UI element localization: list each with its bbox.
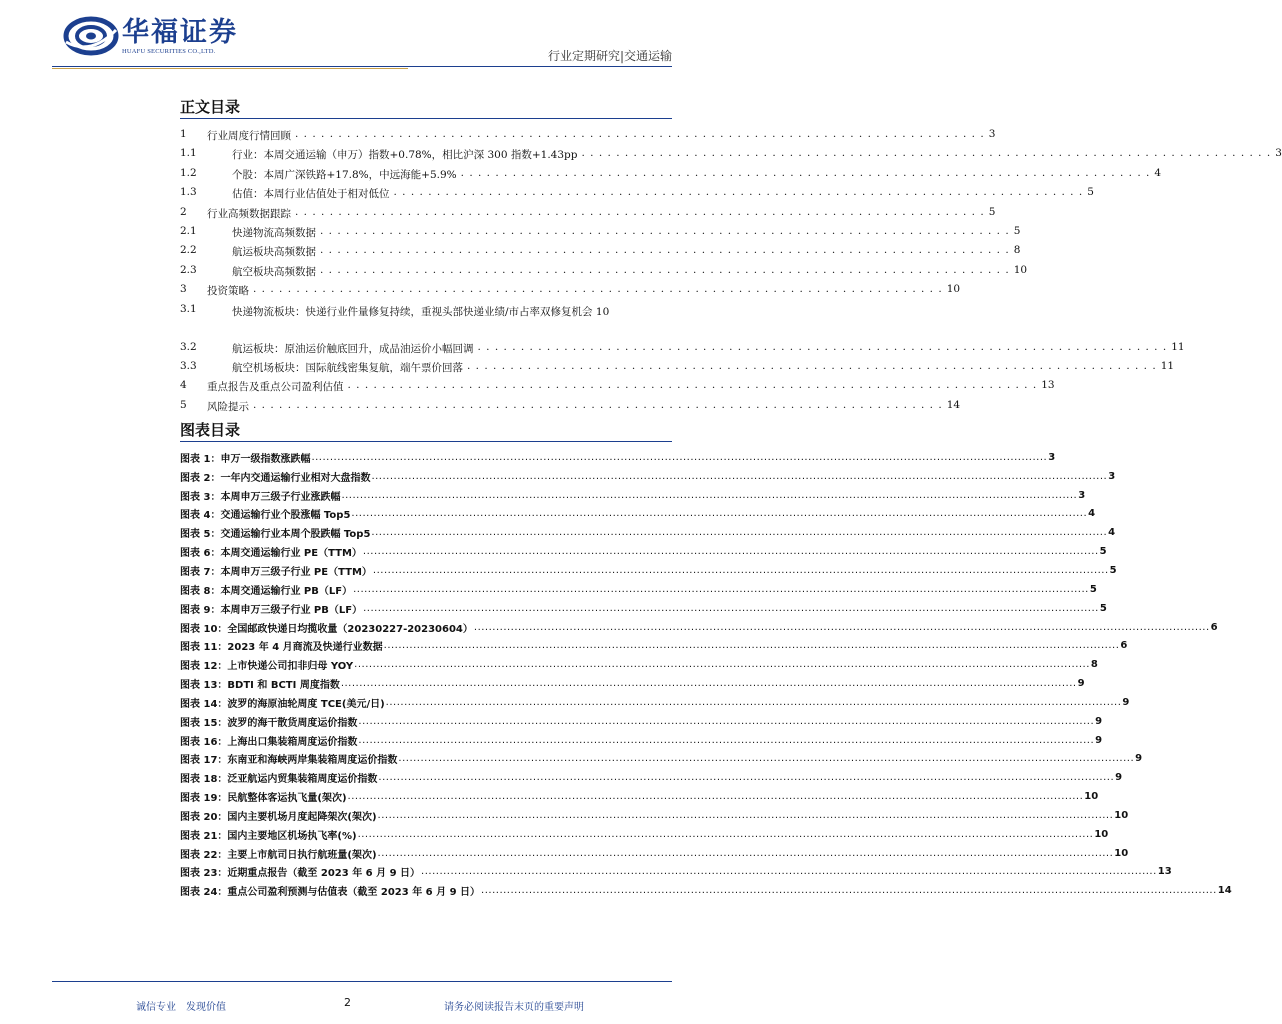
figure-entry-label: 图表 6： <box>180 548 221 560</box>
toc-entry-text: 航运板块：原油运价触底回升，成品油运价小幅回调 <box>232 342 474 355</box>
toc-entry-number: 2 <box>180 205 187 218</box>
toc-entry-number: 3.2 <box>180 340 197 353</box>
toc-entry-text: 行业周度行情回顾 <box>207 130 291 142</box>
toc-entry-page: 10 <box>1013 263 1028 276</box>
toc-entry-number: 3.1 <box>180 302 197 315</box>
toc-entry-text: 风险提示 <box>207 400 249 413</box>
toc-entry-page: 8 <box>1013 244 1021 257</box>
figure-leader-dots: ........................................................................................................................................................................................................ <box>372 564 1109 576</box>
toc-leader-dots: . . . . . . . . . . . . . . . . . . . . . . . . . . . . . . . . . . . . . . . . . . . . . . . . . . . . . . . . . . . . . . . . . . . . . . . . . . . . . . . . <box>253 283 943 296</box>
figure-entry-text: 交通运输行业本周个股跌幅 Top5 <box>220 529 371 541</box>
figure-entry-text: 国内主要地区机场执飞率(%) <box>227 830 357 842</box>
toc-entry[interactable] <box>180 203 996 222</box>
figure-entry[interactable] <box>180 505 1096 524</box>
figure-leader-dots: ........................................................................................................................................................................................................ <box>363 602 1099 614</box>
figure-entry-text: 重点公司盈利预测与估值表（截至 2023 年 6 月 9 日） <box>227 887 481 899</box>
figure-entry-text: 波罗的海干散货周度运价指数 <box>227 717 358 729</box>
toc-title: 正文目录 <box>180 98 241 116</box>
figure-entry-page: 5 <box>1099 546 1107 558</box>
figure-entry-page: 8 <box>1090 659 1098 671</box>
figure-entry-label: 图表 9： <box>180 604 221 616</box>
figure-leader-dots: ........................................................................................................................................................................................................ <box>398 753 1135 765</box>
figure-entry-text: 本周交通运输行业 PE（TTM） <box>220 548 362 560</box>
logo-chinese-name: 华福证券 <box>122 16 238 48</box>
figure-entry-text: 一年内交通运输行业相对大盘指数 <box>220 472 371 484</box>
toc-entry-number: 2.1 <box>180 224 197 237</box>
figure-leader-dots: ........................................................................................................................................................................................................ <box>347 791 1084 803</box>
figure-entry-label: 图表 12： <box>180 661 228 673</box>
toc-entry-text: 投资策略 <box>207 285 249 298</box>
figure-entry[interactable] <box>180 561 1117 580</box>
figure-entry[interactable] <box>180 636 1128 655</box>
figure-entry-text: 上市快递公司扣非归母 YOY <box>227 661 354 673</box>
figure-entry-label: 图表 8： <box>180 585 221 597</box>
figure-entry-label: 图表 15： <box>180 717 228 729</box>
toc-entry-text: 航运板块高频数据 <box>232 246 316 259</box>
figure-entry[interactable] <box>180 618 1218 637</box>
figure-entry-text: 民航整体客运执飞量(架次) <box>227 793 347 805</box>
table-of-contents <box>180 125 1282 415</box>
figure-entry-label: 图表 7： <box>180 566 221 578</box>
toc-entry-page: 3 <box>1275 147 1282 160</box>
figure-entry[interactable] <box>180 486 1086 505</box>
toc-entry-number: 2.3 <box>180 263 197 276</box>
figure-entry-label: 图表 2： <box>180 472 221 484</box>
footer-disclaimer: 请务必阅读报告末页的重要声明 <box>444 1002 584 1013</box>
figure-entry-page: 5 <box>1099 602 1107 614</box>
toc-entry-number: 1.2 <box>180 166 197 179</box>
toc-entry[interactable] <box>180 183 1094 202</box>
figure-entry-label: 图表 5： <box>180 529 221 541</box>
figure-leader-dots: ........................................................................................................................................................................................................ <box>481 885 1217 897</box>
figure-entry-label: 图表 13： <box>180 680 228 692</box>
figure-leader-dots: ........................................................................................................................................................................................................ <box>383 640 1120 652</box>
figure-entry-page: 9 <box>1077 678 1085 690</box>
figure-entry-text: 全国邮政快递日均揽收量（20230227-20230604） <box>227 623 473 635</box>
header-divider <box>52 66 672 67</box>
toc-entry-page: 11 <box>1160 359 1175 372</box>
toc-leader-dots: . . . . . . . . . . . . . . . . . . . . . . . . . . . . . . . . . . . . . . . . . . . . . . . . . . . . . . . . . . . . . . . . . . . . . . . . . . . . . . . . <box>467 359 1157 372</box>
toc-entry[interactable] <box>180 241 1021 260</box>
figure-entry-label: 图表 23： <box>180 868 228 880</box>
figure-entry-page: 9 <box>1095 715 1103 727</box>
header-accent-divider <box>52 68 408 69</box>
figure-entry[interactable] <box>180 712 1103 731</box>
toc-entry-text: 航空板块高频数据 <box>232 265 316 278</box>
toc-entry-number: 2.2 <box>180 244 197 257</box>
toc-entry[interactable] <box>180 125 996 144</box>
toc-leader-dots: . . . . . . . . . . . . . . . . . . . . . . . . . . . . . . . . . . . . . . . . . . . . . . . . . . . . . . . . . . . . . . . . . . . . . . . . . . . . . . . . <box>295 128 985 140</box>
toc-entry-page: 10 <box>946 283 961 296</box>
footer-divider <box>52 981 672 982</box>
toc-title-underline <box>180 118 672 119</box>
figure-entry[interactable] <box>180 731 1103 750</box>
toc-entry-text: 行业高频数据跟踪 <box>207 207 291 220</box>
toc-entry[interactable] <box>180 164 1162 183</box>
figure-leader-dots: ........................................................................................................................................................................................................ <box>473 621 1210 633</box>
figure-entry-label: 图表 10： <box>180 623 228 635</box>
figure-entry-page: 13 <box>1157 866 1172 878</box>
figure-entry-label: 图表 18： <box>180 774 228 786</box>
toc-entry-text: 行业：本周交通运输（申万）指数+0.78%，相比沪深 300 指数+1.43pp <box>232 149 578 162</box>
toc-leader-dots: . . . . . . . . . . . . . . . . . . . . . . . . . . . . . . . . . . . . . . . . . . . . . . . . . . . . . . . . . . . . . . . . . . . . . . . . . . . . . . . . <box>295 205 985 218</box>
figure-entry-page: 9 <box>1115 772 1123 784</box>
company-logo <box>64 16 238 56</box>
toc-entry-page: 3 <box>988 128 996 140</box>
toc-leader-dots: . . . . . . . . . . . . . . . . . . . . . . . . . . . . . . . . . . . . . . . . . . . . . . . . . . . . . . . . . . . . . . . . . . . . . . . . . . . . . . . . <box>460 166 1151 179</box>
huafu-logo-icon <box>64 16 118 56</box>
figure-entry-page: 6 <box>1210 621 1218 633</box>
toc-leader-dots: . . . . . . . . . . . . . . . . . . . . . . . . . . . . . . . . . . . . . . . . . . . . . . . . . . . . . . . . . . . . . . . . . . . . . . . . . . . . . . . . <box>347 379 1038 392</box>
toc-entry-text: 快递物流高频数据 <box>232 226 316 239</box>
figure-entry-text: 主要上市航司日执行航班量(架次) <box>227 849 377 861</box>
toc-entry-number: 3.3 <box>180 359 197 372</box>
figure-entry[interactable] <box>180 655 1098 674</box>
figures-title-underline <box>180 441 672 442</box>
figure-entry-text: 波罗的海原油轮周度 TCE(美元/日) <box>227 698 385 710</box>
toc-entry-page: 5 <box>988 205 996 218</box>
toc-entry-page: 5 <box>1013 224 1021 237</box>
figure-entry-text: 国内主要机场月度起降架次(架次) <box>227 811 377 823</box>
toc-entry-text: 重点报告及重点公司盈利估值 <box>207 381 344 394</box>
footer-slogan: 诚信专业 发现价值 <box>136 1002 226 1013</box>
toc-entry-text: 个股：本周广深铁路+17.8%，中远海能+5.9% <box>232 168 457 181</box>
toc-entry[interactable] <box>180 280 961 299</box>
figure-entry[interactable] <box>180 542 1107 561</box>
figure-entry-page: 3 <box>1048 451 1056 463</box>
figure-entry-text: 交通运输行业个股涨幅 Top5 <box>220 510 351 522</box>
toc-entry[interactable] <box>180 357 1175 376</box>
figure-leader-dots: ........................................................................................................................................................................................................ <box>371 470 1108 482</box>
figure-entry[interactable] <box>180 825 1109 844</box>
figure-entry[interactable] <box>180 750 1143 769</box>
figure-entry-text: 泛亚航运内贸集装箱周度运价指数 <box>227 774 378 786</box>
figure-entry[interactable] <box>180 674 1085 693</box>
figure-entry-page: 10 <box>1084 791 1099 803</box>
toc-leader-dots: . . . . . . . . . . . . . . . . . . . . . . . . . . . . . . . . . . . . . . . . . . . . . . . . . . . . . . . . . . . . . . . . . . . . . . . . . . . . . . . . <box>581 147 1272 160</box>
report-type: 行业定期研究|交通运输 <box>547 49 672 63</box>
toc-entry[interactable] <box>180 376 1055 395</box>
toc-leader-dots: . . . . . . . . . . . . . . . . . . . . . . . . . . . . . . . . . . . . . . . . . . . . . . . . . . . . . . . . . . . . . . . . . . . . . . . . . . . . . . . . <box>320 244 1010 257</box>
figure-entry-text: 本周申万三级子行业涨跌幅 <box>220 491 341 503</box>
figure-entry-page: 3 <box>1078 489 1086 501</box>
figure-entry-label: 图表 3： <box>180 491 221 503</box>
figure-entry-page: 4 <box>1088 508 1096 520</box>
toc-leader-dots: . . . . . . . . . . . . . . . . . . . . . . . . . . . . . . . . . . . . . . . . . . . . . . . . . . . . . . . . . . . . . . . . . . . . . . . . . . . . . . . . <box>477 340 1168 353</box>
toc-entry-number: 1.3 <box>180 186 197 199</box>
figure-entry-text: 上海出口集装箱周度运价指数 <box>227 736 358 748</box>
figure-entry-page: 9 <box>1122 696 1130 708</box>
figure-leader-dots: ........................................................................................................................................................................................................ <box>351 508 1088 520</box>
figure-entry-label: 图表 11： <box>180 642 228 654</box>
figure-entry[interactable] <box>180 599 1107 618</box>
toc-entry[interactable] <box>180 338 1185 357</box>
toc-leader-dots: . . . . . . . . . . . . . . . . . . . . . . . . . . . . . . . . . . . . . . . . . . . . . . . . . . . . . . . . . . . . . . . . . . . . . . . . . . . . . . . . <box>320 224 1010 237</box>
figure-entry[interactable] <box>180 448 1056 467</box>
figure-entry[interactable] <box>180 881 1232 900</box>
toc-entry[interactable] <box>180 222 1021 241</box>
toc-leader-dots: . . . . . . . . . . . . . . . . . . . . . . . . . . . . . . . . . . . . . . . . . . . . . . . . . . . . . . . . . . . . . . . . . . . . . . . . . . . . . . . . <box>253 398 943 411</box>
figure-entry-label: 图表 1： <box>180 453 221 465</box>
figure-entry-page: 10 <box>1114 847 1129 859</box>
toc-entry-number: 5 <box>180 398 187 411</box>
figure-leader-dots: ........................................................................................................................................................................................................ <box>341 489 1078 501</box>
figure-entry-text: 本周申万三级子行业 PB（LF） <box>220 604 363 616</box>
toc-entry[interactable] <box>180 261 1028 280</box>
figure-entry-page: 10 <box>1114 809 1129 821</box>
figure-leader-dots: ........................................................................................................................................................................................................ <box>354 659 1090 671</box>
figure-entry-page: 14 <box>1217 885 1232 897</box>
page-number: 2 <box>344 996 351 1009</box>
figure-entry-text: 本周交通运输行业 PB（LF） <box>220 585 353 597</box>
figure-entry-text: 近期重点报告（截至 2023 年 6 月 9 日） <box>227 868 421 880</box>
toc-entry-page: 10 <box>595 305 610 318</box>
figure-entry[interactable] <box>180 844 1129 863</box>
toc-entry[interactable] <box>180 300 673 338</box>
figure-entry-page: 9 <box>1095 734 1103 746</box>
figure-entry[interactable] <box>180 806 1129 825</box>
figures-title: 图表目录 <box>180 421 241 439</box>
logo-english-name: HUAFU SECURITIES CO.,LTD. <box>122 47 216 55</box>
figure-leader-dots: ........................................................................................................................................................................................................ <box>353 583 1089 595</box>
toc-entry-number: 3 <box>180 283 187 296</box>
figure-entry-label: 图表 16： <box>180 736 228 748</box>
figure-entry[interactable] <box>180 787 1099 806</box>
toc-entry-page: 14 <box>946 398 961 411</box>
figure-entry-label: 图表 20： <box>180 811 228 823</box>
figure-leader-dots: ........................................................................................................................................................................................................ <box>358 715 1095 727</box>
figure-entry-page: 4 <box>1108 527 1116 539</box>
figure-leader-dots: ........................................................................................................................................................................................................ <box>377 847 1114 859</box>
figure-entry-page: 5 <box>1089 583 1097 595</box>
toc-entry-text: 航空机场板块：国际航线密集复航，端午票价回落 <box>232 361 463 374</box>
figure-leader-dots: ........................................................................................................................................................................................................ <box>358 734 1095 746</box>
figure-entry-text: 2023 年 4 月商流及快递行业数据 <box>227 642 383 654</box>
figure-entry-label: 图表 4： <box>180 510 221 522</box>
toc-entry-page: 13 <box>1041 379 1055 392</box>
figure-entry-label: 图表 22： <box>180 849 228 861</box>
toc-leader-dots: . . . . . . . . . . . . . . . . . . . . . . . . . . . . . . . . . . . . . . . . . . . . . . . . . . . . . . . . . . . . . . . . . . . . . . . . . . . . . . . . <box>320 263 1010 276</box>
figure-leader-dots: ........................................................................................................................................................................................................ <box>340 678 1077 690</box>
figure-entry[interactable] <box>180 863 1172 882</box>
figure-leader-dots: ........................................................................................................................................................................................................ <box>371 527 1108 539</box>
figure-entry-text: 本周申万三级子行业 PE（TTM） <box>220 566 372 578</box>
figure-leader-dots: ........................................................................................................................................................................................................ <box>377 809 1114 821</box>
figure-entry-text: BDTI 和 BCTI 周度指数 <box>227 680 340 692</box>
figure-entry[interactable] <box>180 580 1097 599</box>
figure-entry-text: 申万一级指数涨跌幅 <box>220 453 311 465</box>
figure-leader-dots: ........................................................................................................................................................................................................ <box>378 772 1115 784</box>
toc-entry-number: 4 <box>180 379 187 392</box>
figure-entry[interactable] <box>180 693 1130 712</box>
figure-entry-page: 3 <box>1108 470 1116 482</box>
figure-entry[interactable] <box>180 768 1123 787</box>
toc-entry-number: 1.1 <box>180 147 197 160</box>
toc-entry-number: 1 <box>180 128 187 140</box>
toc-entry-text: 快递物流板块：快递行业件量修复持续，重视头部快递业绩/市占率双修复机会 <box>232 305 593 318</box>
figure-entry-label: 图表 17： <box>180 755 228 767</box>
figure-entry-label: 图表 14： <box>180 698 228 710</box>
figure-leader-dots: ........................................................................................................................................................................................................ <box>362 546 1099 558</box>
figure-entry-page: 5 <box>1109 564 1117 576</box>
toc-leader-dots: . . . . . . . . . . . . . . . . . . . . . . . . . . . . . . . . . . . . . . . . . . . . . . . . . . . . . . . . . . . . . . . . . . . . . . . . . . . . . . . . <box>393 186 1084 199</box>
figure-entry[interactable] <box>180 523 1116 542</box>
figure-entry-page: 6 <box>1120 640 1128 652</box>
toc-entry[interactable] <box>180 144 1282 163</box>
figure-entry-page: 9 <box>1135 753 1143 765</box>
figure-entry-label: 图表 19： <box>180 793 228 805</box>
figure-leader-dots: ........................................................................................................................................................................................................ <box>385 696 1122 708</box>
figure-entry-label: 图表 21： <box>180 830 228 842</box>
figure-entry-text: 东南亚和海峡两岸集装箱周度运价指数 <box>227 755 398 767</box>
toc-entry[interactable] <box>180 396 961 415</box>
toc-entry-page: 5 <box>1087 186 1094 199</box>
toc-entry-page: 4 <box>1154 166 1162 179</box>
figure-entry-label: 图表 24： <box>180 887 228 899</box>
figure-leader-dots: ........................................................................................................................................................................................................ <box>311 451 1048 463</box>
figure-entry-page: 10 <box>1094 828 1109 840</box>
figure-leader-dots: ........................................................................................................................................................................................................ <box>421 866 1157 878</box>
toc-entry-text: 估值：本周行业估值处于相对低位 <box>232 188 390 201</box>
toc-entry-page: 11 <box>1171 340 1185 353</box>
figure-leader-dots: ........................................................................................................................................................................................................ <box>357 828 1094 840</box>
figure-entry[interactable] <box>180 467 1116 486</box>
figure-list <box>180 448 1232 900</box>
